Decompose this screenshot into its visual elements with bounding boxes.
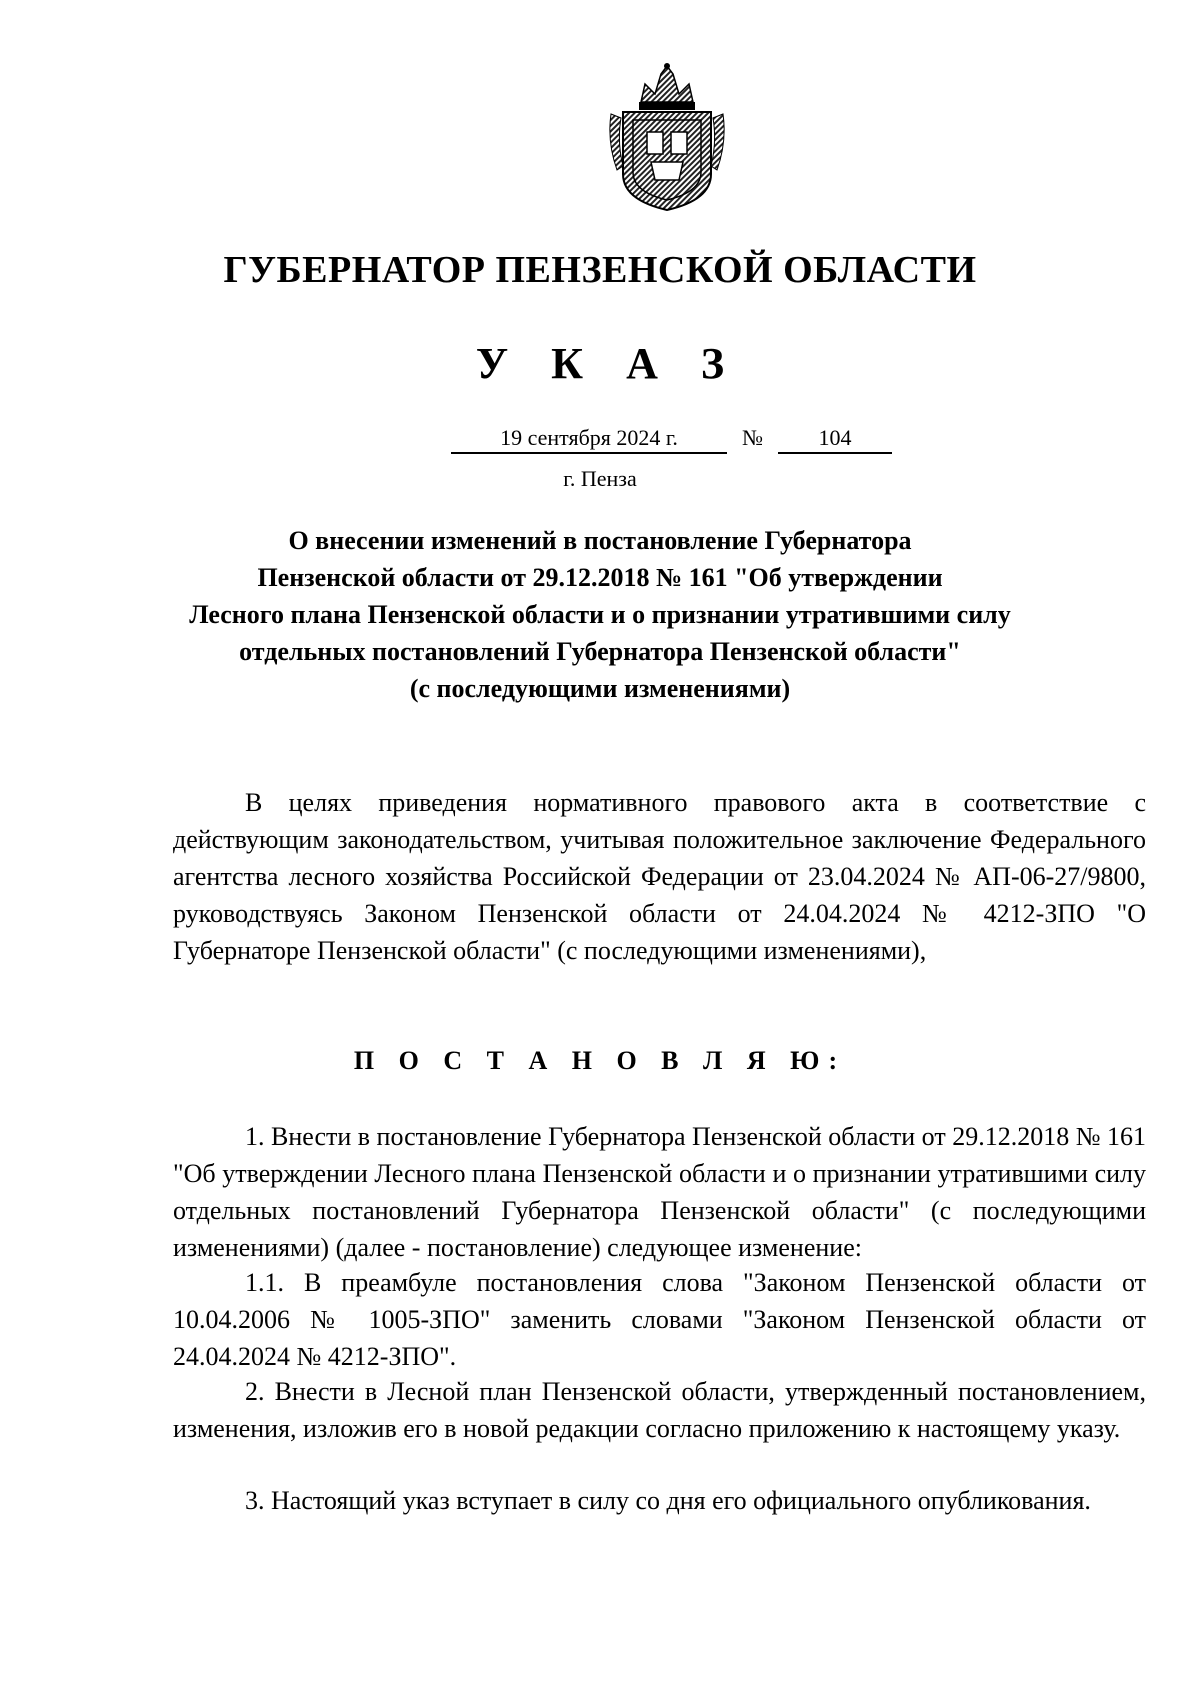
coat-of-arms-icon xyxy=(605,62,729,212)
item-paragraph: 3. Настоящий указ вступает в силу со дня его официального опубликования. xyxy=(245,1486,1091,1515)
title-line: Лесного плана Пензенской области и о признании утратившими силу xyxy=(189,600,1011,629)
number-sign: № xyxy=(742,425,763,450)
date-number-row xyxy=(0,424,1200,456)
title-line: отдельных постановлений Губернатора Пензенской области" xyxy=(239,637,961,666)
city: г. Пенза xyxy=(563,466,637,491)
preamble-paragraph: В целях приведения нормативного правового акта в соответствие с действующим законодательством, учитывая положительное заключение Федерального агентства лесного хозяйства Российской Федерации от 23.04.2024 № АП-06-27/9800, руководствуясь Законом Пензенской области от 24.04.2024 № 4212-ЗПО "О Губернаторе Пензенской области" (с последующими изменениями), xyxy=(173,788,1146,965)
title-line: Пензенской области от 29.12.2018 № 161 "Об утверждении xyxy=(257,563,943,592)
item-paragraph: 1.1. В преамбуле постановления слова "Законом Пензенской области от 10.04.2006 № 1005-ЗПО" заменить словами "Законом Пензенской области от 24.04.2024 № 4212-ЗПО". xyxy=(173,1268,1146,1371)
item-paragraph: 1. Внести в постановление Губернатора Пензенской области от 29.12.2018 № 161 "Об утверждении Лесного плана Пензенской области и о признании утратившими силу отдельных постановлений Губернатора Пензенской области" (с последующими изменениями) (далее - постановление) следующее изменение: xyxy=(173,1122,1147,1262)
document-date: 19 сентября 2024 г. xyxy=(451,424,727,454)
decree-word: П О С Т А Н О В Л Я Ю: xyxy=(353,1046,847,1075)
document-type: У К А З xyxy=(475,339,741,388)
title-line: О внесении изменений в постановление Губернатора xyxy=(288,526,912,555)
title-line: (с последующими изменениями) xyxy=(409,674,791,703)
document-title xyxy=(150,522,1050,707)
issuing-authority: ГУБЕРНАТОР ПЕНЗЕНСКОЙ ОБЛАСТИ xyxy=(223,249,977,291)
document-number: 104 xyxy=(778,424,892,454)
item-paragraph: 2. Внести в Лесной план Пензенской области, утвержденный постановлением, изменения, изложив его в новой редакции согласно приложению к настоящему указу. xyxy=(173,1377,1146,1443)
